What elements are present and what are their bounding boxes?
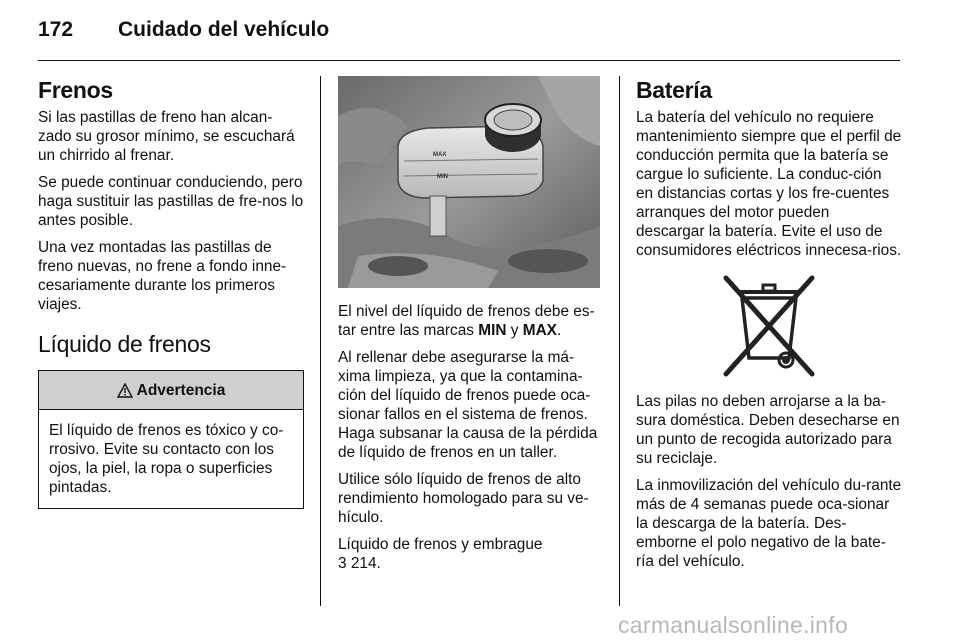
column-divider-2 bbox=[619, 76, 620, 606]
page-header bbox=[38, 18, 900, 50]
level-end: . bbox=[556, 322, 562, 339]
max-mark-label: MAX bbox=[433, 152, 447, 158]
cross-reference bbox=[338, 535, 604, 573]
heading-bateria: Batería bbox=[636, 77, 712, 103]
section-title: Cuidado del vehículo bbox=[118, 18, 330, 41]
brake-fluid-reservoir-photo bbox=[338, 76, 600, 288]
warning-box bbox=[38, 370, 304, 509]
level-and: y bbox=[506, 322, 523, 339]
paragraph: Utilice sólo líquido de frenos de alto rendimiento homologado para su ve-hículo. bbox=[338, 471, 589, 526]
watermark: carmanualsonline.info bbox=[618, 612, 849, 638]
min-label: MIN bbox=[478, 322, 507, 339]
column-3 bbox=[636, 76, 902, 579]
warning-title: Advertencia bbox=[136, 381, 226, 399]
ref-link[interactable] bbox=[338, 555, 381, 572]
ref-page: 214. bbox=[350, 555, 381, 572]
paragraph: Una vez montadas las pastillas de freno nuevas, no frene a fondo inne-cesariamente durante los primeros viajes. bbox=[38, 239, 287, 313]
column-divider-1 bbox=[320, 76, 321, 606]
column-2 bbox=[338, 76, 604, 573]
crossed-bin-container bbox=[636, 270, 902, 380]
page-number: 172 bbox=[38, 18, 74, 41]
ref-arrow-icon: 3 bbox=[338, 555, 347, 572]
paragraph: Se puede continuar conduciendo, pero haga sustituir las pastillas de fre-nos lo antes posible. bbox=[38, 174, 304, 229]
heading-liquido-frenos: Líquido de frenos bbox=[38, 331, 211, 357]
max-label: MAX bbox=[522, 322, 557, 339]
header-rule bbox=[38, 60, 900, 61]
warning-body: El líquido de frenos es tóxico y co-rrosivo. Evite su contacto con los ojos, la piel, la ropa o superficies pintadas. bbox=[49, 422, 284, 496]
warning-header bbox=[39, 371, 303, 410]
min-mark-label: MIN bbox=[437, 174, 448, 180]
level-paragraph bbox=[338, 302, 604, 340]
ref-text: Líquido de frenos y embrague bbox=[338, 536, 543, 553]
paragraph: Al rellenar debe asegurarse la má-xima limpieza, ya que la contamina-ción del líquido de frenos puede oca-sionar fallos en el sistema de frenos. Haga subsanar la causa de la pérdida de líquido de frenos en un taller. bbox=[338, 349, 598, 461]
column-1 bbox=[38, 76, 304, 509]
crossed-out-wheelie-bin-icon bbox=[636, 270, 902, 380]
paragraph: Las pilas no deben arrojarse a la ba-sura doméstica. Deben desecharse en un punto de recogida autorizado para su reciclaje. bbox=[636, 393, 900, 467]
warning-triangle-icon bbox=[117, 383, 133, 398]
level-text: El nivel del líquido de frenos debe es-tar entre las marcas bbox=[338, 303, 595, 339]
paragraph: Si las pastillas de freno han alcan-zado su grosor mínimo, se escuchará un chirrido al frenar. bbox=[38, 109, 295, 164]
paragraph: La batería del vehículo no requiere mantenimiento siempre que el perfil de conducción permita que la batería se cargue lo suficiente. La conduc-ción en distancias cortas y los fre-cuentes arranques del motor pueden descargar la batería. Evite el uso de consumidores eléctricos innecesa-rios. bbox=[636, 109, 902, 259]
paragraph: La inmovilización del vehículo du-rante más de 4 semanas puede oca-sionar la descarga de la batería. Des-emborne el polo negativo de la bate-ría del vehículo. bbox=[636, 477, 902, 570]
heading-frenos: Frenos bbox=[38, 77, 113, 103]
